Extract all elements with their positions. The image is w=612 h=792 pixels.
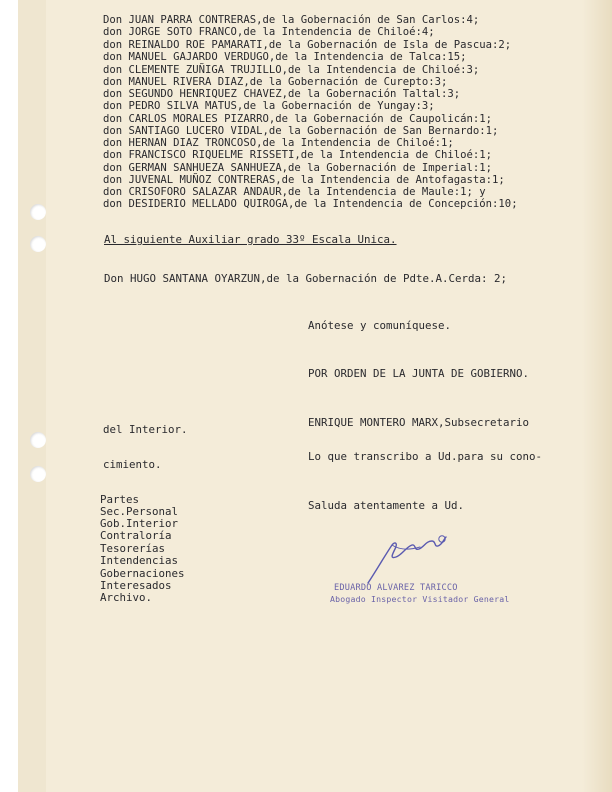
list-item: don PEDRO SILVA MATUS,de la Gobernación de Yungay:3;	[103, 100, 435, 112]
por-orden-line: POR ORDEN DE LA JUNTA DE GOBIERNO.	[308, 367, 530, 380]
stamp-name: EDUARDO ALVAREZ TARICCO	[334, 583, 458, 593]
transcribo-line: Lo que transcribo a Ud.para su cono-	[308, 450, 543, 463]
list-item: Tesorerías	[100, 542, 166, 555]
list-item: don GERMAN SANHUEZA SANHUEZA,de la Gobernación de Imperial:1;	[103, 162, 493, 174]
list-item: Don JUAN PARRA CONTRERAS,de la Gobernación de San Carlos:4;	[103, 14, 480, 26]
list-item: don MANUEL RIVERA DIAZ,de la Gobernación de Curepto:3;	[103, 76, 448, 88]
list-item: don JORGE SOTO FRANCO,de la Intendencia de Chiloé:4;	[103, 26, 435, 38]
list-item: Gobernaciones	[100, 567, 185, 580]
list-item: Archivo.	[100, 591, 153, 604]
handwritten-signature	[362, 527, 452, 587]
signer-line: ENRIQUE MONTERO MARX,Subsecretario	[308, 416, 530, 429]
transcribo-line-continuation: cimiento.	[103, 458, 162, 471]
list-item: don SEGUNDO HENRIQUEZ CHAVEZ,de la Gobernación Taltal:3;	[103, 88, 461, 100]
anotese-line: Anótese y comuníquese.	[308, 319, 452, 332]
list-item: don HERNAN DIAZ TRONCOSO,de la Intendencia de Chiloé:1;	[103, 137, 454, 149]
list-item: Gob.Interior	[100, 517, 179, 530]
list-item: don CARLOS MORALES PIZARRO,de la Gobernación de Caupolicán:1;	[103, 113, 493, 125]
list-item: Interesados	[100, 579, 172, 592]
list-item: Intendencias	[100, 554, 179, 567]
list-item: don REINALDO ROE PAMARATI,de la Gobernación de Isla de Pascua:2;	[103, 39, 512, 51]
punch-hole	[30, 432, 46, 448]
list-item: don FRANCISCO RIQUELME RISSETI,de la Intendencia de Chiloé:1;	[103, 149, 493, 161]
list-item: don SANTIAGO LUCERO VIDAL,de la Gobernación de San Bernardo:1;	[103, 125, 499, 137]
saluda-line: Saluda atentamente a Ud.	[308, 499, 465, 512]
punch-hole	[30, 236, 46, 252]
section-heading: Al siguiente Auxiliar grado 33º Escala Unica.	[104, 233, 397, 246]
list-item: don CRISOFORO SALAZAR ANDAUR,de la Intendencia de Maule:1; y	[103, 186, 486, 198]
second-entry: Don HUGO SANTANA OYARZUN,de la Gobernación de Pdte.A.Cerda: 2;	[104, 272, 508, 285]
list-item: don MANUEL GAJARDO VERDUGO,de la Intendencia de Talca:15;	[103, 51, 467, 63]
list-item: don JUVENAL MUÑOZ CONTRERAS,de la Intendencia de Antofagasta:1;	[103, 174, 505, 186]
punch-hole	[30, 466, 46, 482]
list-item: don DESIDERIO MELLADO QUIROGA,de la Intendencia de Concepción:10;	[103, 198, 518, 210]
list-item: don CLEMENTE ZUÑIGA TRUJILLO,de la Intendencia de Chiloé:3;	[103, 64, 480, 76]
signer-line-continuation: del Interior.	[103, 423, 188, 436]
stamp-title: Abogado Inspector Visitador General	[330, 594, 510, 604]
list-item: Sec.Personal	[100, 505, 179, 518]
list-item: Partes	[100, 493, 140, 506]
list-item: Contraloría	[100, 529, 172, 542]
punch-hole	[30, 204, 46, 220]
